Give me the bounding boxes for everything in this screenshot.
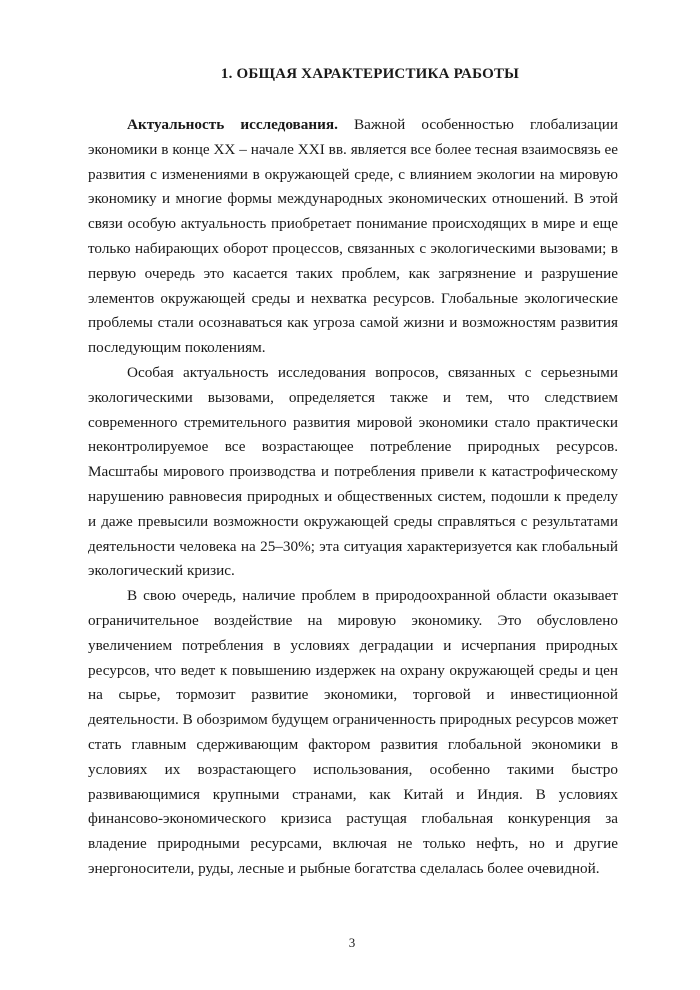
paragraph-special-relevance [88, 361, 618, 584]
paragraph-text: Важной особенностью глобализации экономики в конце XX – начале XXI вв. является все более тесная взаимосвязь ее развития с изменениями в окружающей среде, с влиянием экологии на мировую экономику и многие формы международных экономических отношений. В этой связи особую актуальность приобретает понимание происходящих в мире и еще только набирающих оборот процессов, связанных с экологическими вызовами; в первую очередь это касается таких проблем, как загрязнение и разрушение элементов окружающей среды и нехватка ресурсов. Глобальные экологические проблемы стали осознаваться как угроза самой жизни и возможностям развития последующим поколениям. [88, 116, 619, 357]
body-text [88, 113, 618, 882]
page-number: 3 [348, 935, 356, 950]
paragraph-text: В свою очередь, наличие проблем в природоохранной области оказывает ограничительное воздействие на мировую экономику. Это обусловлено увеличением потребления в условиях деградации и исчерпания природных ресурсов, что ведет к повышению издержек на охрану окружающей среды и цен на сырье, тормозит развитие экономики, торговой и инвестиционной деятельности. В обозримом будущем ограниченность природных ресурсов может стать главным сдерживающим фактором развития глобальной экономики в условиях их возрастающего использования, особенно такими быстро развивающимися крупными странами, как Китай и Индия. В условиях финансово-экономического кризиса растущая глобальная конкуренция за владение природными ресурсами, включая не только нефть, но и другие энергоносители, руды, лесные и рыбные богатства сделалась более очевидной. [88, 587, 618, 877]
paragraph-text: Особая актуальность исследования вопросов, связанных с серьезными экологическими вызовами, определяется также и тем, что следствием современного стремительного развития мировой экономики стало практически неконтролируемое все возрастающее потребление природных ресурсов. Масштабы мирового производства и потребления привели к катастрофическому нарушению равновесия природных и общественных систем, подошли к пределу и даже превысили возможности окружающей среды справляться с результатами деятельности человека на 25–30%; эта ситуация характеризуется как глобальный экологический кризис. [88, 363, 618, 580]
paragraph-lead: Актуальность исследования. [127, 116, 338, 133]
paragraph-relevance [88, 113, 618, 361]
section-title: 1. ОБЩАЯ ХАРАКТЕРИСТИКА РАБОТЫ [220, 66, 520, 82]
paragraph-environmental-problems [88, 584, 618, 882]
